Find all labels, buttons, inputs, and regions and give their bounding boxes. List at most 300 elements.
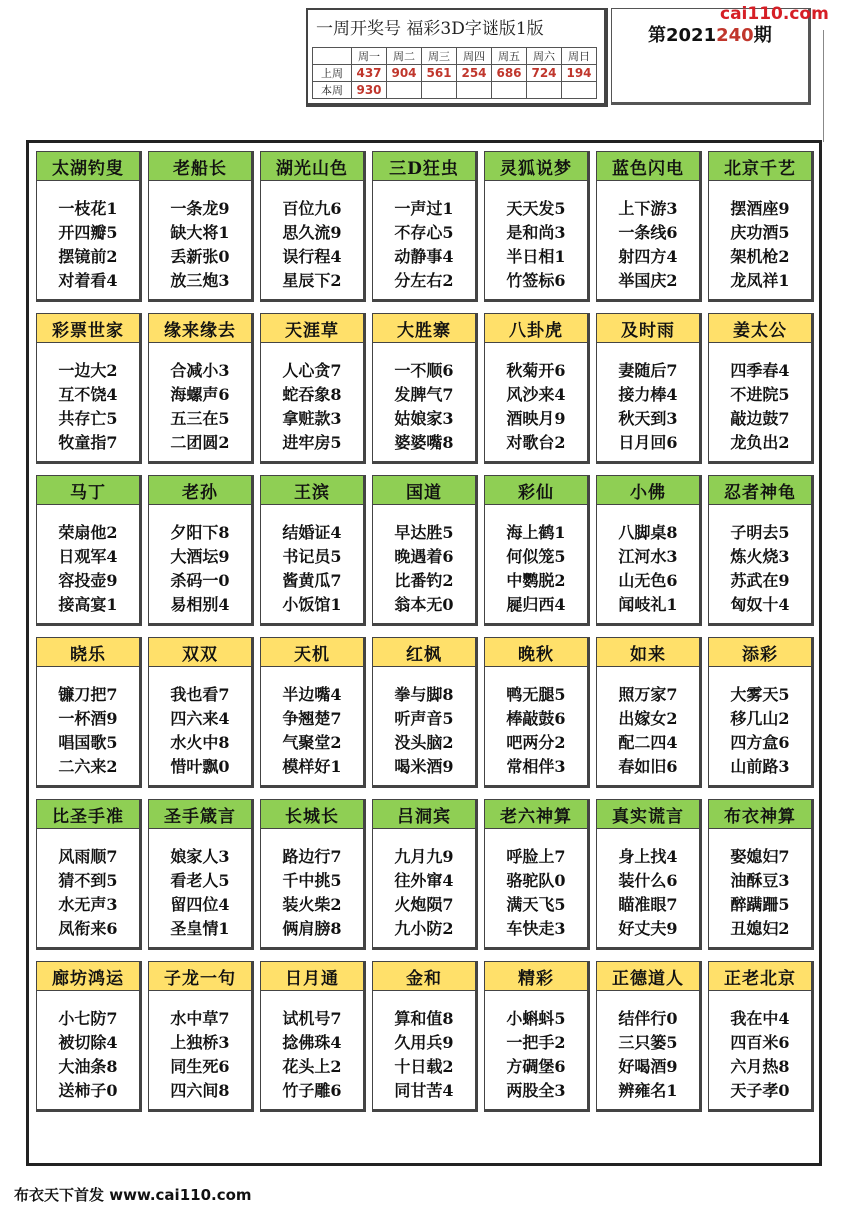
puzzle-line: 气聚堂2 — [282, 733, 342, 752]
puzzle-line: 结婚证4 — [282, 523, 342, 542]
puzzle-line: 留四位4 — [170, 895, 230, 914]
puzzle-author: 老六神算 — [485, 800, 587, 829]
puzzle-line: 我也看7 — [170, 685, 230, 704]
puzzle-cell — [260, 151, 366, 302]
puzzle-line: 鸭无腿5 — [506, 685, 566, 704]
puzzle-author: 灵狐说梦 — [485, 152, 587, 181]
puzzle-line: 进牢房5 — [282, 433, 342, 452]
puzzle-author: 缘来缘去 — [149, 314, 251, 343]
puzzle-author: 晚秋 — [485, 638, 587, 667]
puzzle-line: 猜不到5 — [58, 871, 118, 890]
puzzle-line: 动静事4 — [394, 247, 454, 266]
draw-number: 194 — [562, 65, 597, 82]
puzzle-author: 八卦虎 — [485, 314, 587, 343]
puzzle-cell — [596, 475, 702, 626]
puzzle-line: 路边行7 — [282, 847, 342, 866]
puzzle-lines — [261, 181, 363, 293]
puzzle-line: 不进院5 — [730, 385, 790, 404]
puzzle-author: 精彩 — [485, 962, 587, 991]
puzzle-line: 骆驼队0 — [506, 871, 566, 890]
puzzle-line: 闻岐礼1 — [618, 595, 678, 614]
puzzle-author: 添彩 — [709, 638, 811, 667]
puzzle-line: 惜叶飘0 — [170, 757, 230, 776]
day-label: 周一 — [352, 48, 387, 65]
puzzle-lines — [261, 991, 363, 1103]
draw-number: 930 — [352, 82, 387, 99]
puzzle-author: 天涯草 — [261, 314, 363, 343]
puzzle-line: 星辰下2 — [282, 271, 342, 290]
puzzle-line: 不存心5 — [394, 223, 454, 242]
puzzle-line: 上独桥3 — [170, 1033, 230, 1052]
puzzle-line: 十日载2 — [394, 1057, 454, 1076]
puzzle-cell — [36, 961, 142, 1112]
puzzle-line: 书记员5 — [282, 547, 342, 566]
puzzle-author: 吕洞宾 — [373, 800, 475, 829]
puzzle-line: 秋菊开6 — [506, 361, 566, 380]
puzzle-line: 丢新张0 — [170, 247, 230, 266]
puzzle-cell — [260, 475, 366, 626]
puzzle-line: 一枝花1 — [58, 199, 118, 218]
puzzle-lines — [597, 667, 699, 779]
day-label: 周三 — [422, 48, 457, 65]
puzzle-author: 老船长 — [149, 152, 251, 181]
puzzle-cell — [484, 475, 590, 626]
puzzle-cell — [708, 637, 814, 788]
puzzle-line: 水火中8 — [170, 733, 230, 752]
puzzle-lines — [373, 181, 475, 293]
puzzle-lines — [485, 991, 587, 1103]
puzzle-cell — [148, 961, 254, 1112]
puzzle-lines — [597, 505, 699, 617]
puzzle-line: 车快走3 — [506, 919, 566, 938]
puzzle-line: 摆镜前2 — [58, 247, 118, 266]
puzzle-line: 争翘楚7 — [282, 709, 342, 728]
puzzle-line: 龙负出2 — [730, 433, 790, 452]
puzzle-line: 大油条8 — [58, 1057, 118, 1076]
puzzle-line: 试机号7 — [282, 1009, 342, 1028]
day-label: 周四 — [457, 48, 492, 65]
puzzle-line: 一不顺6 — [394, 361, 454, 380]
puzzle-line: 龙凤祥1 — [730, 271, 790, 290]
puzzle-cell — [484, 637, 590, 788]
puzzle-lines — [485, 181, 587, 293]
puzzle-line: 结伴行0 — [618, 1009, 678, 1028]
puzzle-cell — [372, 151, 478, 302]
puzzle-line: 小蝌蚪5 — [506, 1009, 566, 1028]
puzzle-line: 容投壶9 — [58, 571, 118, 590]
puzzle-author: 王滨 — [261, 476, 363, 505]
puzzle-lines — [373, 991, 475, 1103]
puzzle-line: 两股全3 — [506, 1081, 566, 1100]
issue-prefix: 第2021 — [648, 25, 717, 46]
puzzle-line: 炼火烧3 — [730, 547, 790, 566]
puzzle-cell — [484, 961, 590, 1112]
puzzle-line: 火炮陨7 — [394, 895, 454, 914]
puzzle-line: 大雾天5 — [730, 685, 790, 704]
puzzle-line: 八脚桌8 — [618, 523, 678, 542]
puzzle-line: 吧两分2 — [506, 733, 566, 752]
puzzle-line: 水无声3 — [58, 895, 118, 914]
puzzle-author: 真实谎言 — [597, 800, 699, 829]
puzzle-line: 二六来2 — [58, 757, 118, 776]
puzzle-line: 圣皇情1 — [170, 919, 230, 938]
puzzle-author: 大胜寨 — [373, 314, 475, 343]
puzzle-line: 呼脸上7 — [506, 847, 566, 866]
puzzle-author: 日月通 — [261, 962, 363, 991]
puzzle-author: 红枫 — [373, 638, 475, 667]
puzzle-line: 比番钓2 — [394, 571, 454, 590]
puzzle-cell — [36, 475, 142, 626]
puzzle-line: 瞄准眼7 — [618, 895, 678, 914]
puzzle-line: 海上鹤1 — [506, 523, 566, 542]
puzzle-cell — [148, 637, 254, 788]
draw-number — [457, 82, 492, 99]
puzzle-cell — [36, 313, 142, 464]
puzzle-cell — [372, 961, 478, 1112]
puzzle-line: 百位九6 — [282, 199, 342, 218]
puzzle-line: 看老人5 — [170, 871, 230, 890]
puzzle-line: 发脾气7 — [394, 385, 454, 404]
puzzle-cell — [708, 475, 814, 626]
puzzle-author: 长城长 — [261, 800, 363, 829]
puzzle-line: 一边大2 — [58, 361, 118, 380]
puzzle-cell — [36, 637, 142, 788]
footer-text: 布衣天下首发 www.cai110.com — [14, 1186, 252, 1204]
draw-number — [387, 82, 422, 99]
puzzle-author: 彩票世家 — [37, 314, 139, 343]
puzzle-line: 好喝酒9 — [618, 1057, 678, 1076]
puzzle-line: 半日相1 — [506, 247, 566, 266]
puzzle-line: 举国庆2 — [618, 271, 678, 290]
puzzle-line: 配二四4 — [618, 733, 678, 752]
weekly-results-table — [312, 47, 597, 99]
puzzle-line: 共存亡5 — [58, 409, 118, 428]
puzzle-line: 分左右2 — [394, 271, 454, 290]
puzzle-line: 放三炮3 — [170, 271, 230, 290]
puzzle-lines — [373, 505, 475, 617]
puzzle-lines — [597, 343, 699, 455]
puzzle-lines — [373, 343, 475, 455]
puzzle-author: 廊坊鸿运 — [37, 962, 139, 991]
site-url: cai110.com — [720, 4, 829, 24]
puzzle-line: 装火柴2 — [282, 895, 342, 914]
puzzle-line: 缺大将1 — [170, 223, 230, 242]
puzzle-cell — [36, 799, 142, 950]
this-week-row — [313, 82, 597, 99]
puzzle-lines — [37, 343, 139, 455]
puzzle-lines — [37, 505, 139, 617]
puzzle-cell — [148, 799, 254, 950]
puzzle-line: 日观军4 — [58, 547, 118, 566]
puzzle-line: 装什么6 — [618, 871, 678, 890]
puzzle-line: 四季春4 — [730, 361, 790, 380]
puzzle-line: 山无色6 — [618, 571, 678, 590]
puzzle-line: 俩肩膀8 — [282, 919, 342, 938]
puzzle-line: 合减小3 — [170, 361, 230, 380]
puzzle-line: 五三在5 — [170, 409, 230, 428]
divider-line — [823, 30, 824, 142]
puzzle-line: 照万家7 — [618, 685, 678, 704]
puzzle-line: 方碉堡6 — [506, 1057, 566, 1076]
puzzle-line: 四六间8 — [170, 1081, 230, 1100]
puzzle-line: 好丈夫9 — [618, 919, 678, 938]
puzzle-line: 思久流9 — [282, 223, 342, 242]
puzzle-lines — [373, 829, 475, 941]
puzzle-line: 听声音5 — [394, 709, 454, 728]
puzzle-line: 娘家人3 — [170, 847, 230, 866]
puzzle-cell — [596, 799, 702, 950]
puzzle-line: 往外窜4 — [394, 871, 454, 890]
puzzle-lines — [261, 505, 363, 617]
puzzle-author: 双双 — [149, 638, 251, 667]
puzzle-line: 算和值8 — [394, 1009, 454, 1028]
puzzle-line: 春如旧6 — [618, 757, 678, 776]
puzzle-lines — [485, 829, 587, 941]
puzzle-line: 妻随后7 — [618, 361, 678, 380]
puzzle-lines — [149, 505, 251, 617]
puzzle-line: 何似笼5 — [506, 547, 566, 566]
puzzle-cell — [596, 313, 702, 464]
draw-number: 686 — [492, 65, 527, 82]
puzzle-author: 金和 — [373, 962, 475, 991]
puzzle-line: 移几山2 — [730, 709, 790, 728]
puzzle-line: 夕阳下8 — [170, 523, 230, 542]
draw-number — [492, 82, 527, 99]
puzzle-line: 九小防2 — [394, 919, 454, 938]
puzzle-line: 子明去5 — [730, 523, 790, 542]
puzzle-line: 苏武在9 — [730, 571, 790, 590]
puzzle-author: 正老北京 — [709, 962, 811, 991]
puzzle-lines — [149, 829, 251, 941]
puzzle-lines — [149, 343, 251, 455]
puzzle-line: 辨雍名1 — [618, 1081, 678, 1100]
puzzle-line: 酒映月9 — [506, 409, 566, 428]
puzzle-line: 屣归西4 — [506, 595, 566, 614]
puzzle-line: 小饭馆1 — [282, 595, 342, 614]
puzzle-author: 国道 — [373, 476, 475, 505]
puzzle-line: 日月回6 — [618, 433, 678, 452]
puzzle-author: 马丁 — [37, 476, 139, 505]
puzzle-line: 娶媳妇7 — [730, 847, 790, 866]
puzzle-cell — [484, 313, 590, 464]
puzzle-line: 误行程4 — [282, 247, 342, 266]
puzzle-line: 风雨顺7 — [58, 847, 118, 866]
puzzle-cell — [708, 961, 814, 1112]
draw-number — [527, 82, 562, 99]
puzzle-line: 接力棒4 — [618, 385, 678, 404]
this-week-label: 本周 — [313, 82, 352, 99]
puzzle-cell — [372, 475, 478, 626]
puzzle-cell — [260, 961, 366, 1112]
puzzle-cell — [260, 637, 366, 788]
puzzle-line: 海螺声6 — [170, 385, 230, 404]
puzzle-line: 上下游3 — [618, 199, 678, 218]
puzzle-line: 唱国歌5 — [58, 733, 118, 752]
puzzle-grid — [36, 151, 814, 1112]
puzzle-line: 人心贪7 — [282, 361, 342, 380]
puzzle-author: 如来 — [597, 638, 699, 667]
puzzle-cell — [260, 313, 366, 464]
puzzle-lines — [485, 343, 587, 455]
puzzle-line: 油酥豆3 — [730, 871, 790, 890]
puzzle-cell — [148, 151, 254, 302]
puzzle-line: 晚遇着6 — [394, 547, 454, 566]
puzzle-line: 早达胜5 — [394, 523, 454, 542]
puzzle-cell — [708, 151, 814, 302]
puzzle-line: 凤衔来6 — [58, 919, 118, 938]
puzzle-lines — [485, 667, 587, 779]
puzzle-cell — [148, 313, 254, 464]
puzzle-lines — [709, 667, 811, 779]
puzzle-line: 我在中4 — [730, 1009, 790, 1028]
puzzle-line: 送柿子0 — [58, 1081, 118, 1100]
draw-number — [422, 82, 457, 99]
puzzle-line: 出嫁女2 — [618, 709, 678, 728]
puzzle-line: 拳与脚8 — [394, 685, 454, 704]
puzzle-cell — [372, 637, 478, 788]
puzzle-line: 同生死6 — [170, 1057, 230, 1076]
puzzle-line: 被切除4 — [58, 1033, 118, 1052]
puzzle-line: 竹签标6 — [506, 271, 566, 290]
puzzle-lines — [37, 991, 139, 1103]
puzzle-line: 一条线6 — [618, 223, 678, 242]
puzzle-line: 喝米酒9 — [394, 757, 454, 776]
puzzle-lines — [261, 343, 363, 455]
puzzle-line: 射四方4 — [618, 247, 678, 266]
puzzle-line: 牧童指7 — [58, 433, 118, 452]
puzzle-line: 荣扇他2 — [58, 523, 118, 542]
puzzle-author: 圣手箴言 — [149, 800, 251, 829]
puzzle-author: 布衣神算 — [709, 800, 811, 829]
puzzle-line: 拿赃款3 — [282, 409, 342, 428]
puzzle-lines — [709, 343, 811, 455]
puzzle-author: 彩仙 — [485, 476, 587, 505]
puzzle-line: 竹子雕6 — [282, 1081, 342, 1100]
puzzle-line: 架机枪2 — [730, 247, 790, 266]
puzzle-lines — [149, 181, 251, 293]
puzzle-lines — [261, 667, 363, 779]
puzzle-line: 没头脑2 — [394, 733, 454, 752]
puzzle-line: 婆婆嘴8 — [394, 433, 454, 452]
puzzle-author: 正德道人 — [597, 962, 699, 991]
puzzle-cell — [596, 961, 702, 1112]
issue-number: 240 — [716, 25, 754, 46]
puzzle-line: 敲边鼓7 — [730, 409, 790, 428]
puzzle-lines — [261, 829, 363, 941]
last-week-row — [313, 65, 597, 82]
puzzle-line: 一声过1 — [394, 199, 454, 218]
puzzle-line: 秋天到3 — [618, 409, 678, 428]
puzzle-line: 一杯酒9 — [58, 709, 118, 728]
puzzle-line: 三只篓5 — [618, 1033, 678, 1052]
puzzle-line: 对着看4 — [58, 271, 118, 290]
puzzle-cell — [372, 799, 478, 950]
puzzle-author: 小佛 — [597, 476, 699, 505]
puzzle-lines — [37, 829, 139, 941]
puzzle-cell — [596, 151, 702, 302]
corner-cell — [313, 48, 352, 65]
draw-number: 561 — [422, 65, 457, 82]
puzzle-author: 比圣手准 — [37, 800, 139, 829]
puzzle-line: 醉蹒跚5 — [730, 895, 790, 914]
puzzle-line: 蛇吞象8 — [282, 385, 342, 404]
day-header-row — [313, 48, 597, 65]
puzzle-line: 匈奴十4 — [730, 595, 790, 614]
puzzle-author: 忍者神龟 — [709, 476, 811, 505]
day-label: 周五 — [492, 48, 527, 65]
puzzle-line: 小七防7 — [58, 1009, 118, 1028]
puzzle-line: 六月热8 — [730, 1057, 790, 1076]
puzzle-lines — [149, 667, 251, 779]
draw-number: 904 — [387, 65, 422, 82]
puzzle-cell — [260, 799, 366, 950]
draw-number: 724 — [527, 65, 562, 82]
puzzle-line: 棒敲鼓6 — [506, 709, 566, 728]
puzzle-line: 四六来4 — [170, 709, 230, 728]
puzzle-line: 一把手2 — [506, 1033, 566, 1052]
puzzle-line: 庆功酒5 — [730, 223, 790, 242]
puzzle-author: 蓝色闪电 — [597, 152, 699, 181]
puzzle-lines — [597, 829, 699, 941]
draw-number: 437 — [352, 65, 387, 82]
puzzle-line: 半边嘴4 — [282, 685, 342, 704]
puzzle-line: 互不饶4 — [58, 385, 118, 404]
puzzle-cell — [148, 475, 254, 626]
puzzle-line: 大酒坛9 — [170, 547, 230, 566]
draw-number: 254 — [457, 65, 492, 82]
puzzle-line: 是和尚3 — [506, 223, 566, 242]
puzzle-lines — [149, 991, 251, 1103]
puzzle-line: 四百米6 — [730, 1033, 790, 1052]
puzzle-cell — [708, 313, 814, 464]
puzzle-line: 风沙来4 — [506, 385, 566, 404]
puzzle-line: 久用兵9 — [394, 1033, 454, 1052]
puzzle-line: 酱黄瓜7 — [282, 571, 342, 590]
puzzle-author: 子龙一句 — [149, 962, 251, 991]
puzzle-line: 镰刀把7 — [58, 685, 118, 704]
puzzle-lines — [709, 505, 811, 617]
puzzle-author: 姜太公 — [709, 314, 811, 343]
puzzle-cell — [708, 799, 814, 950]
puzzle-line: 江河水3 — [618, 547, 678, 566]
puzzle-author: 及时雨 — [597, 314, 699, 343]
puzzle-line: 翁本无0 — [394, 595, 454, 614]
puzzle-line: 摆酒座9 — [730, 199, 790, 218]
puzzle-lines — [709, 829, 811, 941]
puzzle-author: 湖光山色 — [261, 152, 363, 181]
puzzle-line: 水中草7 — [170, 1009, 230, 1028]
puzzle-line: 丑媳妇2 — [730, 919, 790, 938]
puzzle-author: 北京千艺 — [709, 152, 811, 181]
puzzle-line: 同甘苦4 — [394, 1081, 454, 1100]
puzzle-line: 杀码一0 — [170, 571, 230, 590]
puzzle-line: 对歌台2 — [506, 433, 566, 452]
draw-number — [562, 82, 597, 99]
puzzle-line: 姑娘家3 — [394, 409, 454, 428]
puzzle-author: 太湖钓叟 — [37, 152, 139, 181]
puzzle-cell — [596, 637, 702, 788]
puzzle-line: 四方盒6 — [730, 733, 790, 752]
weekly-results-panel — [306, 8, 608, 107]
puzzle-lines — [709, 181, 811, 293]
puzzle-lines — [37, 667, 139, 779]
puzzle-author: 晓乐 — [37, 638, 139, 667]
puzzle-line: 易相别4 — [170, 595, 230, 614]
puzzle-line: 天子孝0 — [730, 1081, 790, 1100]
day-label: 周六 — [527, 48, 562, 65]
puzzle-lines — [709, 991, 811, 1103]
puzzle-line: 捻佛珠4 — [282, 1033, 342, 1052]
